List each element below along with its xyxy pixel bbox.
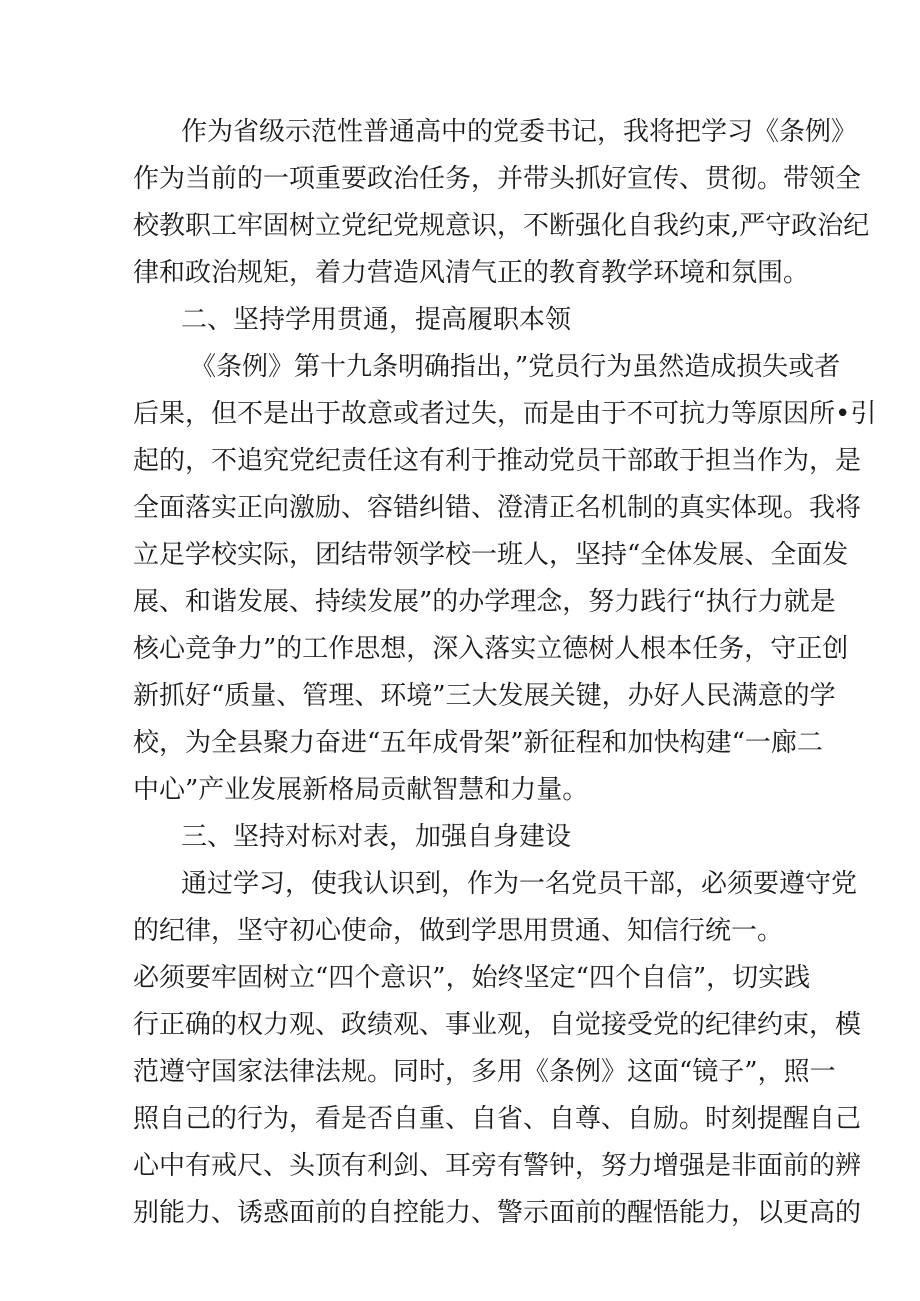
text-line: 校，为全县聚力奋进“五年成骨架”新征程和加快构建“一廊二 bbox=[133, 728, 823, 758]
text-line: 通过学习，使我认识到，作为一名党员干部，必须要遵守党 bbox=[181, 869, 858, 899]
text-line: 中心”产业发展新格局贡献智慧和力量。 bbox=[133, 775, 589, 805]
section-heading: 二、坚持学用贯通，提高履职本领 bbox=[181, 305, 572, 335]
text-line: 心中有戒尺、头顶有利剑、耳旁有警钟，努力增强是非面前的辨 bbox=[133, 1151, 862, 1181]
text-line: 的纪律，坚守初心使命，做到学思用贯通、知信行统一。 bbox=[133, 916, 784, 946]
text-line: 全面落实正向激励、容错纠错、澄清正名机制的真实体现。我将 bbox=[133, 493, 862, 523]
text-line: 范遵守国家法律法规。同时，多用《条例》这面“镜子”，照一 bbox=[133, 1057, 836, 1087]
text-line: 《条例》第十九条明确指出，”党员行为虽然造成损失或者 bbox=[190, 352, 841, 382]
text-line: 核心竞争力”的工作思想，深入落实立德树人根本任务，守正创 bbox=[133, 634, 849, 664]
text-line: 行正确的权力观、政绩观、事业观，自觉接受党的纪律约束，模 bbox=[133, 1010, 862, 1040]
section-heading: 三、坚持对标对表，加强自身建设 bbox=[181, 822, 572, 852]
text-line: 律和政治规矩，着力营造风清气正的教育教学环境和氛围。 bbox=[133, 258, 810, 288]
text-line: 别能力、诱惑面前的自控能力、警示面前的醒悟能力，以更高的 bbox=[133, 1198, 862, 1228]
text-line: 作为当前的一项重要政治任务，并带头抓好宣传、贯彻。带领全 bbox=[133, 164, 862, 194]
text-line: 新抓好“质量、管理、环境”三大发展关键，办好人民满意的学 bbox=[133, 681, 836, 711]
text-line: 照自己的行为，看是否自重、自省、自尊、自励。时刻提醒自己 bbox=[133, 1104, 862, 1134]
text-line: 校教职工牢固树立党纪党规意识，不断强化自我约束,严守政治纪 bbox=[133, 211, 870, 241]
text-line: 立足学校实际，团结带领学校一班人，坚持“全体发展、全面发 bbox=[133, 540, 849, 570]
text-line: 必须要牢固树立“四个意识”，始终坚定“四个自信”，切实践 bbox=[133, 963, 811, 993]
text-line: 后果，但不是出于故意或者过失，而是由于不可抗力等原因所•引 bbox=[133, 399, 877, 429]
text-line: 展、和谐发展、持续发展”的办学理念，努力践行“执行力就是 bbox=[133, 587, 836, 617]
text-line: 作为省级示范性普通高中的党委书记，我将把学习《条例》 bbox=[181, 117, 858, 147]
text-line: 起的，不追究党纪责任这有利于推动党员干部敢于担当作为，是 bbox=[133, 446, 862, 476]
